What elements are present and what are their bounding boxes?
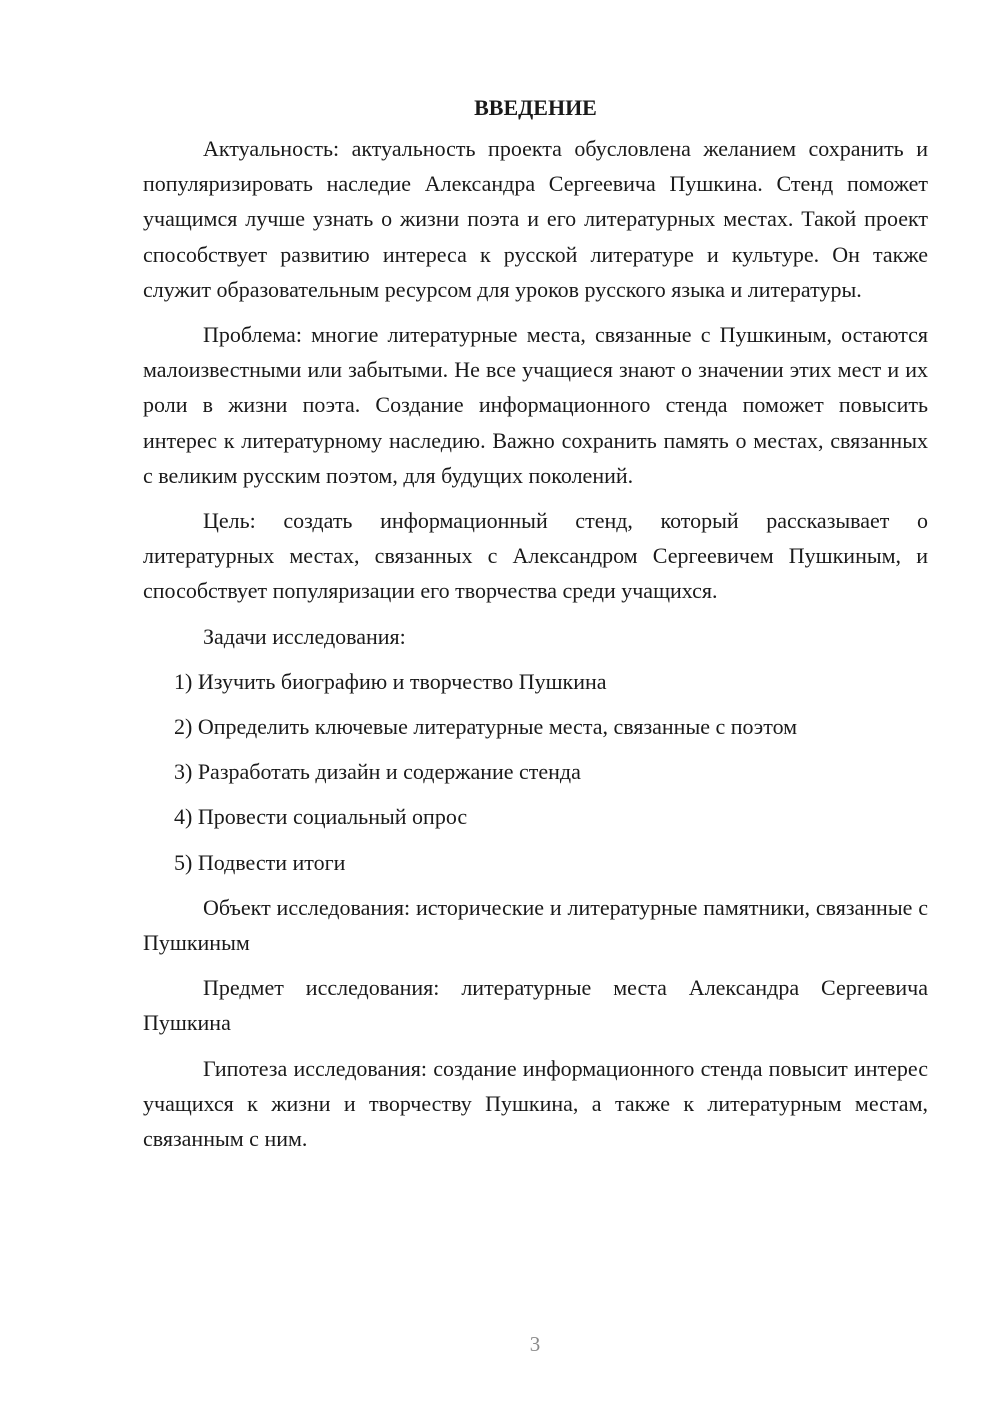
paragraph-problem: Проблема: многие литературные места, связанные с Пушкиным, остаются малоизвестными или забытыми. Не все учащиеся знают о значении этих мест и их роли в жизни поэта. Создание информационного стенда поможет повысить интерес к литературному наследию. Важно сохранить память о местах, связанных с великим русским поэтом, для будущих поколений. [143, 322, 928, 488]
page-number: 3 [529, 1332, 541, 1356]
paragraph-hypothesis: Гипотеза исследования: создание информационного стенда повысит интерес учащихся к жизни и творчеству Пушкина, а также к литературным местам, связанным с ним. [143, 1055, 928, 1152]
task-item: 4) Провести социальный опрос [174, 804, 468, 830]
task-item: 1) Изучить биографию и творчество Пушкина [174, 668, 607, 694]
paragraph-tasks-intro: Задачи исследования: [203, 623, 406, 649]
paragraph-subject: Предмет исследования: литературные места Александра Сергеевича Пушкина [143, 975, 928, 1036]
task-list [143, 664, 928, 880]
paragraph-relevance: Актуальность: актуальность проекта обусловлена желанием сохранить и популяризировать наследие Александра Сергеевича Пушкина. Стенд поможет учащимся лучше узнать о жизни поэта и его литературных местах. Такой проект способствует развитию интереса к русской литературе и культуре. Он также служит образовательным ресурсом для уроков русского языка и литературы. [143, 136, 928, 302]
document-page [143, 90, 928, 1166]
task-item: 2) Определить ключевые литературные места, связанные с поэтом [174, 714, 798, 740]
paragraph-object: Объект исследования: исторические и литературные памятники, связанные с Пушкиным [143, 894, 928, 956]
paragraph-goal: Цель: создать информационный стенд, который рассказывает о литературных местах, связанных с Александром Сергеевичем Пушкиным, и способствует популяризации его творчества среди учащихся. [143, 508, 928, 604]
task-item: 5) Подвести итоги [174, 849, 346, 875]
task-item: 3) Разработать дизайн и содержание стенда [174, 759, 581, 785]
section-heading: ВВЕДЕНИЕ [474, 95, 597, 120]
